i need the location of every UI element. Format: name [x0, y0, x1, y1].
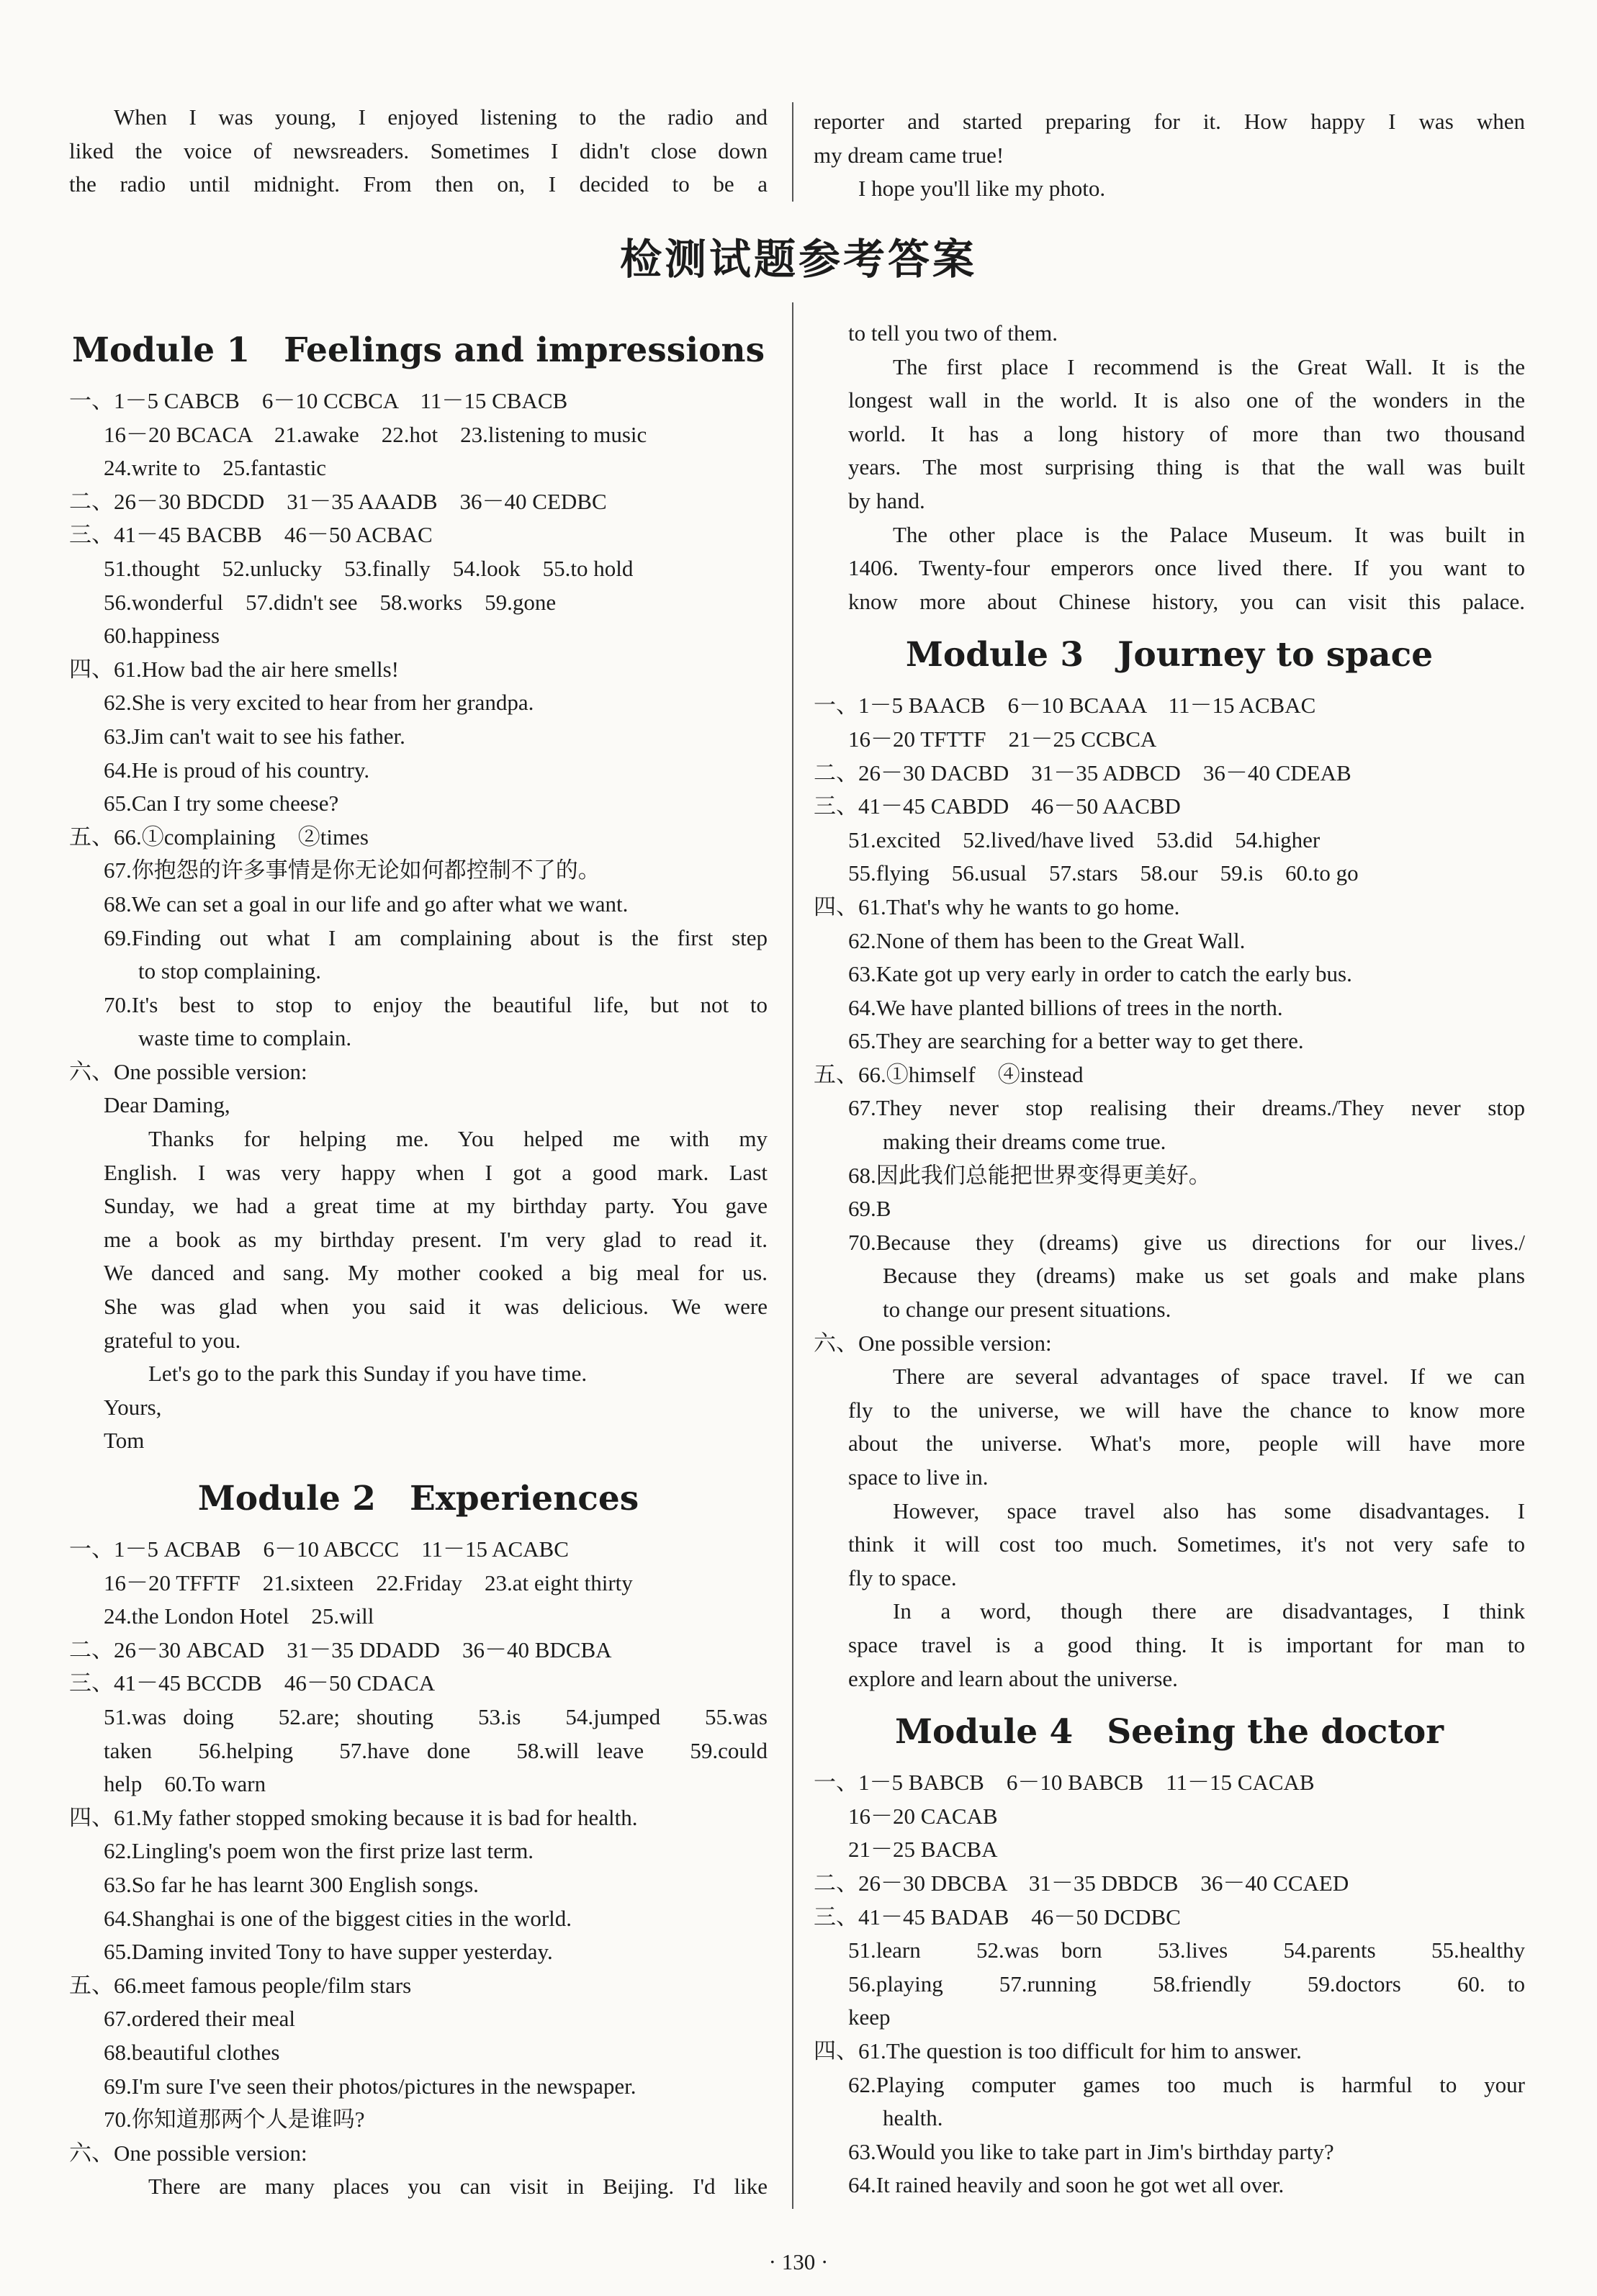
text-line: 63.So far he has learnt 300 English songs.	[104, 1871, 479, 1897]
text-line: However, space travel also has some disadvantages. I	[893, 1498, 1525, 1523]
text-line: waste time to complain.	[138, 1025, 352, 1051]
text-line: help 60.To warn	[104, 1771, 266, 1797]
module-2-title: Module 2 Experiences	[197, 1479, 639, 1518]
text-line: to stop complaining.	[138, 958, 322, 984]
text-line: health.	[883, 2105, 943, 2131]
text-line: She was glad when you said it was delicious. We were	[104, 1294, 768, 1320]
text-line: years. The most surprising thing is that the wall was built	[848, 454, 1525, 480]
text-line: world. It has a long history of more than two thousand	[848, 420, 1525, 446]
text-line: 69.B	[848, 1196, 891, 1222]
text-line: 二、26－30 ABCAD 31－35 DDADD 36－40 BDCBA	[69, 1637, 612, 1662]
text-line: 51.learn 52.was born 53.lives 54.parents 55.healthy	[848, 1937, 1525, 1963]
column-divider	[792, 302, 793, 2209]
text-line: 69.Finding out what I am complaining about is the first step	[104, 924, 768, 950]
text-line: know more about Chinese history, you can visit this palace.	[848, 588, 1525, 614]
text-line: fly to space.	[848, 1565, 957, 1590]
text-line: 21－25 BACBA	[848, 1837, 998, 1863]
text-line: 65.Can I try some cheese?	[104, 791, 339, 816]
text-line: We danced and sang. My mother cooked a big meal for us.	[104, 1260, 768, 1286]
text-line: 16－20 TFTTF 21－25 CCBCA	[848, 726, 1157, 752]
text-line: 六、One possible version:	[69, 2140, 307, 2166]
text-line: 16－20 CACAB	[848, 1803, 998, 1829]
text-line: 二、26－30 DBCBA 31－35 DBDCB 36－40 CCAED	[814, 1870, 1349, 1896]
text-line: 一、1－5 CABCB 6－10 CCBCA 11－15 CBACB	[69, 388, 568, 413]
text-line: to change our present situations.	[883, 1297, 1171, 1323]
text-line: fly to the universe, we will have the chance to know more	[848, 1397, 1525, 1423]
text-line: 六、One possible version:	[69, 1058, 307, 1084]
text-line: 51.excited 52.lived/have lived 53.did 54.higher	[848, 827, 1321, 852]
text-line: Because they (dreams) make us set goals and make plans	[883, 1263, 1525, 1289]
text-line: 65.They are searching for a better way to get there.	[848, 1028, 1304, 1054]
text-line: to tell you two of them.	[848, 320, 1058, 346]
text-line: keep	[848, 2004, 891, 2030]
text-line: 67.They never stop realising their dreams./They never stop	[848, 1095, 1525, 1121]
text-line: 五、66.①himself ④instead	[814, 1061, 1084, 1087]
text-line: I hope you'll like my photo.	[858, 176, 1106, 202]
text-line: 55.flying 56.usual 57.stars 58.our 59.is 60.to go	[848, 860, 1359, 886]
text-line: the radio until midnight. From then on, I decided to be a	[69, 171, 768, 197]
text-line: 四、61.How bad the air here smells!	[69, 656, 399, 682]
top-left-text	[69, 101, 768, 202]
text-line: grateful to you.	[104, 1327, 241, 1353]
text-line: 四、61.The question is too difficult for him to answer.	[814, 2038, 1302, 2063]
column-divider	[792, 102, 793, 202]
text-line: 四、61.That's why he wants to go home.	[814, 893, 1180, 919]
text-line: 65.Daming invited Tony to have supper yesterday.	[104, 1939, 553, 1965]
text-line: about the universe. What's more, people will have more	[848, 1431, 1525, 1457]
text-line: 68.因此我们总能把世界变得更美好。	[848, 1162, 1211, 1188]
text-line: 五、66.①complaining ②times	[69, 824, 369, 850]
text-line: me a book as my birthday present. I'm very glad to read it.	[104, 1226, 768, 1252]
text-line: 四、61.My father stopped smoking because it is bad for health.	[69, 1804, 638, 1830]
text-line: 69.I'm sure I've seen their photos/pictures in the newspaper.	[104, 2073, 636, 2099]
page-number: · 130 ·	[768, 2249, 829, 2274]
text-line: In a word, though there are disadvantages, I think	[893, 1598, 1525, 1624]
module-4-title: Module 4 Seeing the doctor	[894, 1712, 1444, 1752]
text-line: Thanks for helping me. You helped me with my	[148, 1126, 768, 1152]
text-line: 24.the London Hotel 25.will	[104, 1603, 374, 1629]
text-line: 64.He is proud of his country.	[104, 757, 370, 783]
text-line: 64.Shanghai is one of the biggest cities in the world.	[104, 1905, 572, 1931]
text-line: 62.None of them has been to the Great Wall.	[848, 927, 1246, 953]
text-line: space travel is a good thing. It is important for man to	[848, 1631, 1525, 1657]
text-line: 63.Would you like to take part in Jim's birthday party?	[848, 2138, 1334, 2164]
text-line: 16－20 BCACA 21.awake 22.hot 23.listening to music	[104, 421, 647, 447]
text-line: Dear Daming,	[104, 1092, 230, 1118]
text-line: 56.playing 57.running 58.friendly 59.doctors 60. to	[848, 1971, 1525, 1996]
text-line: space to live in.	[848, 1464, 989, 1490]
text-line: longest wall in the world. It is also one of the wonders in the	[848, 387, 1525, 413]
text-line: 70.你知道那两个人是谁吗?	[104, 2107, 365, 2133]
page-title: 检测试题参考答案	[619, 235, 977, 284]
text-line: 60.happiness	[104, 623, 220, 649]
text-line: 63.Kate got up very early in order to catch the early bus.	[848, 961, 1352, 987]
text-line: There are many places you can visit in Beijing. I'd like	[148, 2174, 768, 2200]
text-line: 56.wonderful 57.didn't see 58.works 59.gone	[104, 589, 557, 615]
text-line: 64.We have planted billions of trees in the north.	[848, 994, 1283, 1020]
right-column	[814, 317, 1525, 2202]
text-line: 一、1－5 BAACB 6－10 BCAAA 11－15 ACBAC	[814, 693, 1316, 719]
text-line: 一、1－5 BABCB 6－10 BABCB 11－15 CACAB	[814, 1770, 1315, 1796]
text-line: English. I was very happy when I got a good mark. Last	[104, 1159, 768, 1185]
text-line: 51.thought 52.unlucky 53.finally 54.look 55.to hold	[104, 555, 634, 581]
top-right-text	[814, 105, 1525, 206]
text-line: The other place is the Palace Museum. It was built in	[893, 521, 1525, 547]
text-line: making their dreams come true.	[883, 1129, 1166, 1155]
text-line: my dream came true!	[814, 142, 1004, 168]
module-3-title: Module 3 Journey to space	[905, 635, 1434, 675]
text-line: Sunday, we had a great time at my birthday party. You gave	[104, 1193, 768, 1219]
text-line: 三、41－45 BACBB 46－50 ACBAC	[69, 522, 433, 548]
text-line: reporter and started preparing for it. How happy I was when	[814, 109, 1525, 134]
text-line: explore and learn about the universe.	[848, 1665, 1178, 1691]
text-line: 16－20 TFFTF 21.sixteen 22.Friday 23.at eight thirty	[104, 1570, 633, 1595]
text-line: 一、1－5 ACBAB 6－10 ABCCC 11－15 ACABC	[69, 1536, 569, 1562]
text-line: liked the voice of newsreaders. Sometimes I didn't close down	[69, 138, 768, 163]
text-line: 70.Because they (dreams) give us directions for our lives./	[848, 1229, 1525, 1255]
text-line: think it will cost too much. Sometimes, it's not very safe to	[848, 1531, 1525, 1557]
text-line: Yours,	[104, 1394, 162, 1420]
text-line: 62.Playing computer games too much is harmful to your	[848, 2071, 1525, 2097]
text-line: taken 56.helping 57.have done 58.will leave 59.could	[104, 1737, 768, 1763]
text-line: 67.ordered their meal	[104, 2006, 295, 2032]
text-line: 二、26－30 DACBD 31－35 ADBCD 36－40 CDEAB	[814, 760, 1351, 785]
text-line: 三、41－45 BADAB 46－50 DCDBC	[814, 1904, 1181, 1930]
text-line: 68.beautiful clothes	[104, 2039, 280, 2065]
text-line: by hand.	[848, 487, 925, 513]
left-column	[69, 317, 768, 2204]
text-line: 67.你抱怨的许多事情是你无论如何都控制不了的。	[104, 857, 600, 883]
text-line: 三、41－45 BCCDB 46－50 CDACA	[69, 1670, 436, 1696]
text-line: 68.We can set a goal in our life and go after what we want.	[104, 891, 629, 917]
text-line: 24.write to 25.fantastic	[104, 455, 327, 481]
text-line: 三、41－45 CABDD 46－50 AACBD	[814, 793, 1181, 819]
text-line: 二、26－30 BDCDD 31－35 AAADB 36－40 CEDBC	[69, 488, 607, 514]
text-line: 70.It's best to stop to enjoy the beautiful life, but not to	[104, 991, 768, 1017]
text-line: 六、One possible version:	[814, 1330, 1052, 1356]
text-line: 1406. Twenty-four emperors once lived there. If you want to	[848, 555, 1525, 581]
text-line: 64.It rained heavily and soon he got wet all over.	[848, 2172, 1285, 2198]
text-line: There are several advantages of space travel. If we can	[893, 1364, 1525, 1390]
text-line: Let's go to the park this Sunday if you have time.	[148, 1361, 588, 1387]
text-line: 51.was doing 52.are; shouting 53.is 54.jumped 55.was	[104, 1703, 768, 1729]
text-line: The first place I recommend is the Great Wall. It is the	[893, 354, 1525, 379]
text-line: 62.She is very excited to hear from her grandpa.	[104, 690, 534, 716]
text-line: Tom	[104, 1428, 145, 1454]
text-line: 五、66.meet famous people/film stars	[69, 1972, 412, 1998]
text-line: 62.Lingling's poem won the first prize last term.	[104, 1838, 534, 1864]
module-1-title: Module 1 Feelings and impressions	[71, 330, 765, 370]
text-line: 63.Jim can't wait to see his father.	[104, 723, 405, 749]
text-line: When I was young, I enjoyed listening to the radio and	[114, 104, 768, 130]
